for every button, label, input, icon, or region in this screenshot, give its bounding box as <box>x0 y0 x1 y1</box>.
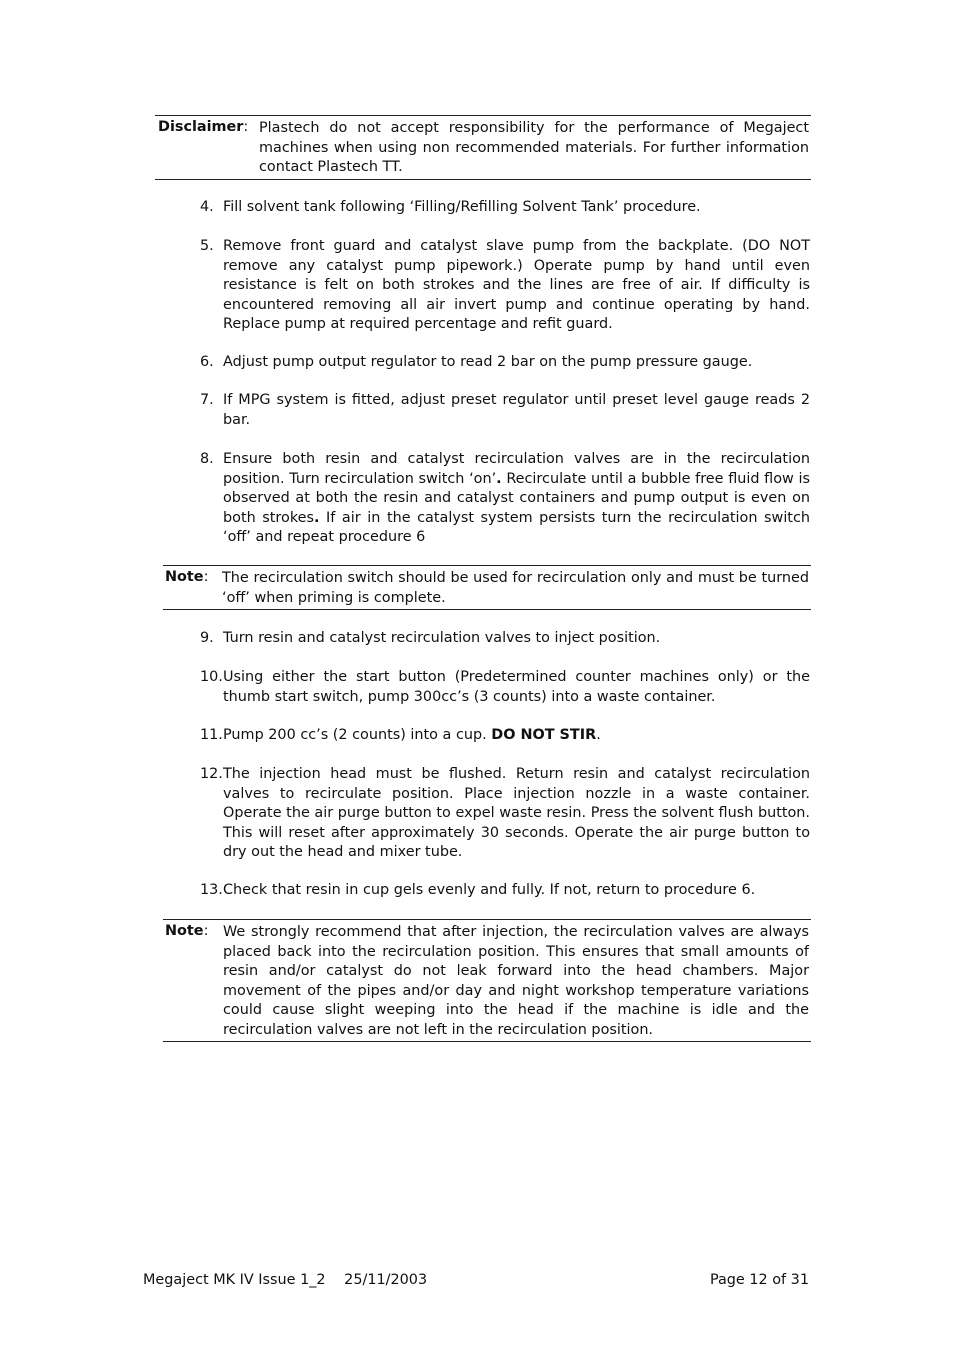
step-text: Check that resin in cup gels evenly and fully. If not, return to procedure 6. <box>223 882 756 898</box>
note-label: Note: <box>165 923 209 939</box>
step-7 <box>200 391 810 430</box>
step-12 <box>200 765 810 863</box>
step-11 <box>200 726 810 746</box>
step-text: If MPG system is fitted, adjust preset regulator until preset level gauge reads 2 bar. <box>223 392 810 428</box>
step-text: The injection head must be flushed. Return resin and catalyst recirculation valves to recirculate position. Place injection nozzle in a waste container. Operate the air purge button to expel waste resin. Press the solvent flush button. This will reset after approximately 30 seconds. Operate the air purge button to dry out the head and mixer tube. <box>223 766 810 860</box>
disclaimer-text: Plastech do not accept responsibility for the performance of Megaject machines when using non recommended materials. For further information contact Plastech TT. <box>259 120 809 175</box>
step-number: 5. <box>200 238 214 254</box>
step-9 <box>200 629 810 649</box>
step-number: 7. <box>200 392 214 408</box>
footer-doc-title <box>143 1272 427 1288</box>
step-number: 4. <box>200 199 214 215</box>
note-label: Note: <box>165 569 209 585</box>
step-6 <box>200 353 810 373</box>
step-5 <box>200 237 810 335</box>
step-number: 6. <box>200 354 214 370</box>
step-text: Using either the start button (Predetermined counter machines only) or the thumb start switch, pump 300cc’s (3 counts) into a waste container. <box>223 669 810 705</box>
footer-date: 25/11/2003 <box>344 1272 428 1288</box>
note-box-recirculation <box>163 565 811 610</box>
step-10 <box>200 668 810 707</box>
step-number: 8. <box>200 451 214 467</box>
step-number: 9. <box>200 630 214 646</box>
note-box-recommendation <box>163 919 811 1042</box>
step-number: 10. <box>200 669 223 685</box>
step-13 <box>200 881 810 901</box>
step-8 <box>200 450 810 548</box>
step-text: Fill solvent tank following ‘Filling/Refilling Solvent Tank’ procedure. <box>223 199 701 215</box>
step-4 <box>200 198 810 218</box>
step-text: Adjust pump output regulator to read 2 bar on the pump pressure gauge. <box>223 354 753 370</box>
step-number: 13. <box>200 882 223 898</box>
disclaimer-box <box>155 115 811 180</box>
step-text: Turn resin and catalyst recirculation valves to inject position. <box>223 630 661 646</box>
step-number: 11. <box>200 727 223 743</box>
step-number: 12. <box>200 766 223 782</box>
step-text: Ensure both resin and catalyst recirculation valves are in the recirculation position. Turn recirculation switch ‘on’. Recirculate until a bubble free fluid flow is observed at both the resin and catalyst containers and pump output is even on both strokes. If air in the catalyst system persists turn the recirculation switch ‘off’ and repeat procedure 6 <box>223 451 810 545</box>
note-text: We strongly recommend that after injection, the recirculation valves are always placed back into the recirculation position. This ensures that small amounts of resin and/or catalyst do not leak forward into the head chambers. Major movement of the pipes and/or day and night workshop temperature variations could cause slight weeping into the head if the machine is idle and the recirculation valves are not left in the recirculation position. <box>223 924 809 1038</box>
disclaimer-label: Disclaimer: <box>158 119 249 135</box>
footer-page-number: Page 12 of 31 <box>709 1272 809 1288</box>
footer-doc: Megaject MK IV Issue 1_2 <box>143 1272 326 1288</box>
note-text: The recirculation switch should be used for recirculation only and must be turned ‘off’ when priming is complete. <box>222 570 809 606</box>
step-text: Pump 200 cc’s (2 counts) into a cup. DO NOT STIR. <box>223 727 601 743</box>
step-text: Remove front guard and catalyst slave pump from the backplate. (DO NOT remove any catalyst pump pipework.) Operate pump by hand until even resistance is felt on both strokes and the lines are free of air. If difficulty is encountered removing all air invert pump and continue operating by hand. Replace pump at required percentage and refit guard. <box>223 238 810 332</box>
